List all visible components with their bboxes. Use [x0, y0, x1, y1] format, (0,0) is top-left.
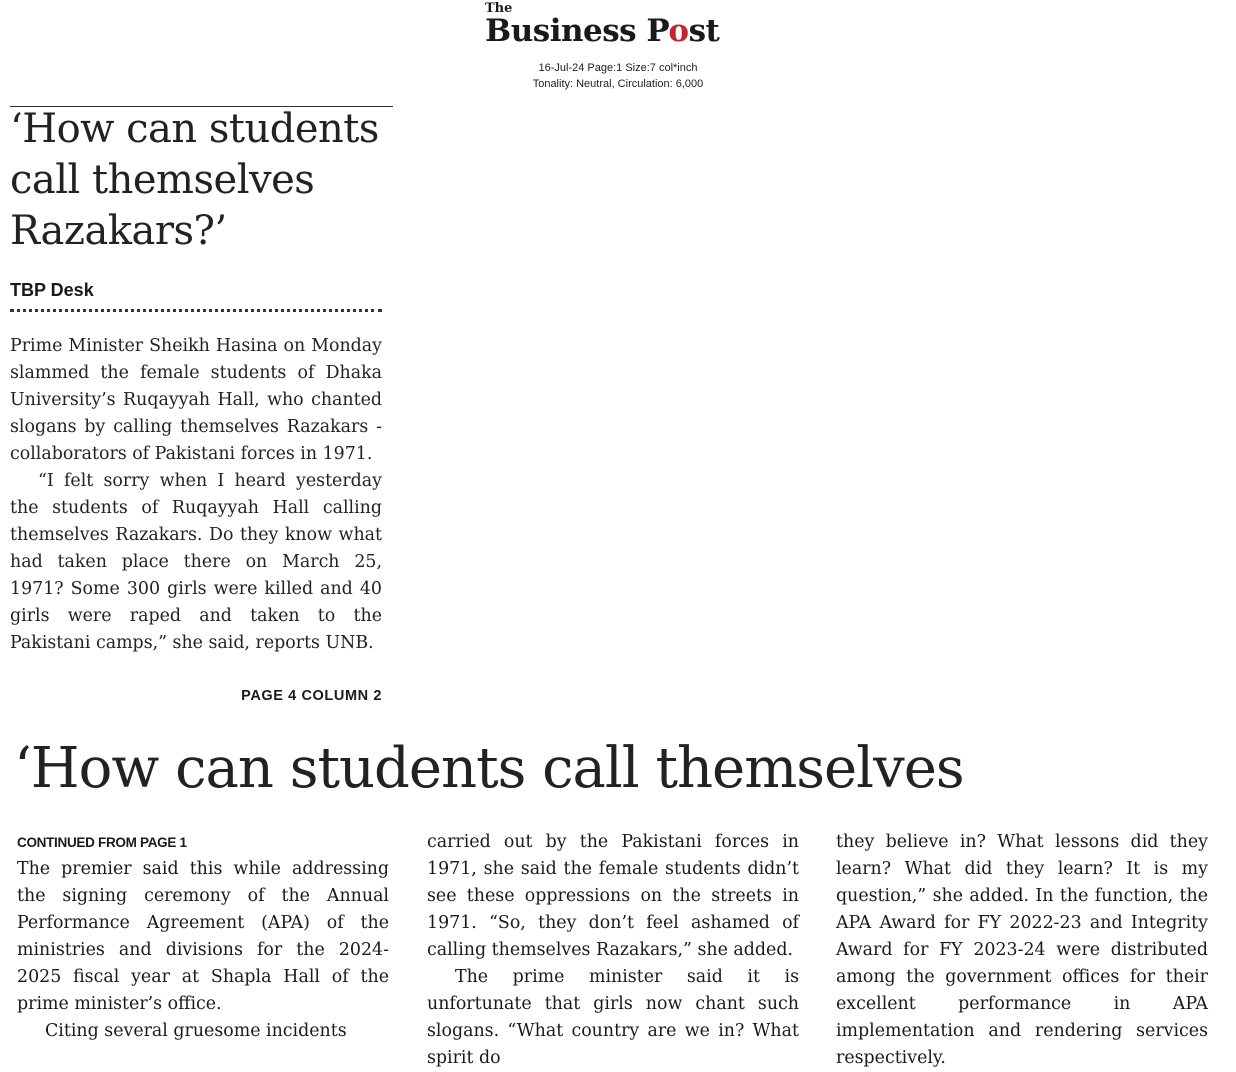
- masthead: [485, 2, 755, 47]
- clip-meta-tonality: Tonality: Neutral, Circulation: 6,000: [532, 78, 704, 90]
- continued-label: CONTINUED FROM PAGE 1: [17, 835, 187, 850]
- col1-paragraph-2: Citing several gruesome incidents: [45, 1021, 347, 1041]
- clip-meta-date: 16-Jul-24 Page:1 Size:7 col*inch: [538, 62, 698, 74]
- masthead-name-part1: Business P: [485, 13, 669, 49]
- masthead-logo: [485, 15, 755, 47]
- byline: TBP Desk: [10, 280, 94, 300]
- masthead-name-o: o: [668, 13, 689, 49]
- masthead-name-part2: st: [688, 13, 720, 49]
- dotted-divider: [10, 309, 382, 312]
- jump-line: PAGE 4 COLUMN 2: [241, 688, 382, 704]
- continued-column-3: [836, 829, 1208, 1072]
- continued-column-2: [427, 829, 799, 1072]
- front-paragraph-1: Prime Minister Sheikh Hasina on Monday slammed the female students of Dhaka University’s Ruqayyah Hall, who chanted slogans by calling themselves Razakars - collaborators of Pakistani forces in 1971.: [10, 336, 382, 464]
- col3-paragraph-1: they believe in? What lessons did they learn? What did they learn? It is my question,” she added. In the function, the APA Award for FY 2022-23 and Integrity Award for FY 2023-24 were distributed among the government offices for their excellent performance in APA implementation and rendering services respectively.: [836, 832, 1208, 1068]
- col2-paragraph-2: The prime minister said it is unfortunate that girls now chant such slogans. “What country are we in? What spirit do: [427, 967, 799, 1068]
- continued-column-1: [17, 856, 389, 1045]
- col2-paragraph-1: carried out by the Pakistani forces in 1971, she said the female students didn’t see these oppressions on the streets in 1971. “So, they don’t feel ashamed of calling themselves Razakars,” she added.: [427, 832, 799, 960]
- front-article-body: [10, 333, 382, 657]
- front-paragraph-2: “I felt sorry when I heard yesterday the students of Ruqayyah Hall calling themselves Razakars. Do they know what had taken place there on March 25, 1971? Some 300 girls were killed and 40 girls were raped and taken to the Pakistani camps,” she said, reports UNB.: [10, 471, 382, 653]
- front-headline: ‘How can students call themselves Razakars?’: [10, 106, 379, 254]
- col1-paragraph-1: The premier said this while addressing the signing ceremony of the Annual Performance Agreement (APA) of the ministries and divisions for the 2024-2025 fiscal year at Shapla Hall of the prime minister’s office.: [17, 859, 389, 1014]
- masthead-the: The: [485, 1, 513, 16]
- continued-headline: ‘How can students call themselves: [14, 736, 964, 801]
